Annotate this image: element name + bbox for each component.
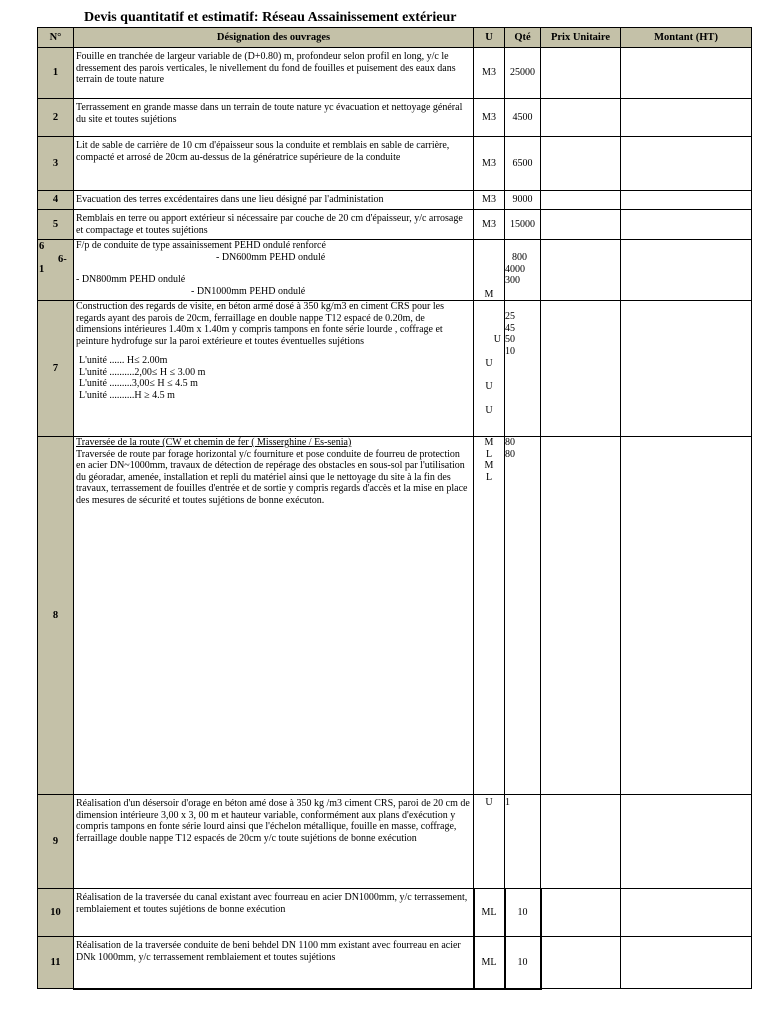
row-designation: Réalisation d'un désersoir d'orage en béton amé dose à 350 kg /m3 ciment CRS, paroi de 20 cm de dimension intérieure 3,00 x 3, 00 m et hauteur variable, conformément aux plans d'exécution y compris tampons en fonte série lourd ainsi que l'échelon métallique, fouille en masse, coffrage, ferraillage double nappe T12 espacés de 20cm y/c toute sujétions de bonne exécution: [74, 795, 474, 889]
row-unit: ML: [474, 937, 505, 989]
table-row: [38, 210, 752, 240]
row-prix-unitaire: [541, 301, 621, 437]
row-number: [38, 240, 74, 301]
row-unit: M: [474, 240, 505, 301]
row-prix-unitaire: [541, 437, 621, 795]
unit-line: U: [493, 334, 501, 345]
row-qty: [505, 437, 541, 795]
row-number: 8: [38, 437, 74, 795]
row-number: 4: [38, 191, 74, 210]
row-designation: Réalisation de la traversée conduite de beni behdel DN 1100 mm existant avec fourreau en acier DNk 1000mm, y/c terrassement remblaiement et toutes sujétions: [74, 937, 474, 989]
qty-line: 45: [505, 322, 515, 334]
row-prix-unitaire: [541, 48, 621, 99]
row-unit: M L M L: [474, 437, 505, 795]
row-unit: M3: [474, 137, 505, 191]
table-row: [38, 795, 752, 889]
row-montant: [621, 210, 752, 240]
row-prix-unitaire: [541, 191, 621, 210]
table-row: [38, 240, 752, 301]
unit-line: U: [485, 404, 493, 416]
row-montant: [621, 937, 752, 989]
header-num: N°: [38, 28, 74, 48]
row-qty: [505, 301, 541, 437]
row-qty: 1: [505, 795, 541, 889]
row-designation: [74, 240, 474, 301]
row-designation: [74, 437, 474, 795]
qty-line: 80: [505, 437, 515, 448]
row-prix-unitaire: [541, 99, 621, 137]
row-montant: [621, 191, 752, 210]
row-number: 7: [38, 301, 74, 437]
header-prix-unitaire: Prix Unitaire: [541, 28, 621, 48]
row-qty: 4500: [505, 99, 541, 137]
table-row: [38, 937, 752, 989]
row-prix-unitaire: [541, 210, 621, 240]
row-prix-unitaire: [541, 889, 621, 937]
document-title: Devis quantitatif et estimatif: Réseau Assainissement extérieur: [84, 10, 457, 25]
designation-line: - DN1000mm PEHD ondulé: [191, 285, 306, 297]
row-montant: [621, 240, 752, 301]
unit-line: U: [485, 381, 493, 392]
row-qty: 25000: [505, 48, 541, 99]
qty-line: 25: [505, 311, 515, 322]
row-prix-unitaire: [541, 240, 621, 301]
designation-text: Traversée de route par forage horizontal y/c fourniture et pose conduite de fourreu de protection en acier DN~1000mm, travaux de détection de repérage des obstacles en sous-sol par l'utilisation du géoradar, amenée, installation et repli du matériel ainsi que le nettoyage du site à la fin des travaux, terrassement de fouilles d'entrée et de sortie y compris regards d'accès et la mise en place des mesures de sécurité et toutes sujétions de bonne exécuton.: [76, 448, 468, 506]
row-prix-unitaire: [541, 137, 621, 191]
row-unit: [474, 301, 505, 437]
designation-line: - DN800mm PEHD ondulé: [76, 274, 186, 285]
designation-line: - DN600mm PEHD ondulé: [216, 251, 326, 263]
designation-text: Construction des regards de visite, en béton armé dosé à 350 kg/m3 en ciment CRS pour les regards ayant des parois de 20cm, ferraillage en double nappe T12 espacé de 0.20m, de dimensions intérieures 1.40m x 1.40m y compris tampons en fonte série lourde , coffrage et peinture hydrofuge sur la paroi extérieure et toutes éventuelles sujétions: [76, 301, 444, 347]
qty-line: 300: [505, 275, 520, 286]
header-qty: Qté: [505, 28, 541, 48]
row-designation: Terrassement en grande masse dans un terrain de toute nature yc évacuation et nettoyage général du site et toutes sujétions: [74, 99, 474, 137]
table-row: [38, 301, 752, 437]
qty-line: 4000: [505, 263, 525, 275]
designation-line: F/p de conduite de type assainissement PEHD ondulé renforcé: [76, 240, 326, 251]
qty-line: 10: [505, 345, 515, 357]
row-designation: Réalisation de la traversée du canal existant avec fourreau en acier DN1000mm, y/c terrassement, remblaiement et toutes sujétions de bonne exécution: [74, 889, 474, 937]
row-designation: Evacuation des terres excédentaires dans une lieu désigné par l'administation: [74, 191, 474, 210]
row-montant: [621, 99, 752, 137]
designation-heading: Traversée de la route (CW et chemin de fer ( Misserghine / Es-senia): [76, 437, 352, 448]
header-montant: Montant (HT): [621, 28, 752, 48]
row-unit: M3: [474, 191, 505, 210]
row-number-6-sub: 6-: [58, 254, 67, 265]
table-row: [38, 137, 752, 191]
header-unit: U: [474, 28, 505, 48]
designation-line: L'unité ...... H≤ 2.00m: [79, 355, 168, 366]
row-prix-unitaire: [541, 937, 621, 989]
row-prix-unitaire: [541, 795, 621, 889]
row-number: 1: [38, 48, 74, 99]
qty-line: 800: [512, 252, 527, 263]
row-montant: [621, 795, 752, 889]
row-number-6: 6: [39, 241, 45, 252]
row-unit: M3: [474, 99, 505, 137]
row-number: 3: [38, 137, 74, 191]
quote-table: [37, 27, 752, 990]
row-number: 2: [38, 99, 74, 137]
table-row: [38, 437, 752, 795]
designation-line: L'unité .........3,00≤ H ≤ 4.5 m: [79, 378, 198, 389]
row-unit: M3: [474, 48, 505, 99]
row-designation: [74, 301, 474, 437]
row-qty: 10: [505, 889, 541, 937]
row-unit: ML: [474, 889, 505, 937]
qty-line: 80: [505, 448, 515, 460]
row-number: 11: [38, 937, 74, 989]
row-designation: Remblais en terre ou apport extérieur si nécessaire par couche de 20 cm d'épaisseur, y/c arrosage et compactage et toutes sujétions: [74, 210, 474, 240]
row-unit: U: [474, 795, 505, 889]
row-qty: 15000: [505, 210, 541, 240]
header-designation: Désignation des ouvrages: [74, 28, 474, 48]
row-number: 10: [38, 889, 74, 937]
table-row: [38, 191, 752, 210]
row-qty: [505, 240, 541, 301]
row-number-6-sub-1: 1: [39, 264, 45, 275]
table-header-row: [38, 28, 752, 48]
row-number: 9: [38, 795, 74, 889]
row-designation: Lit de sable de carrière de 10 cm d'épaisseur sous la conduite et remblais en sable de carrière, compacté et arrosé de 20cm au-dessus de la génératrice supérieure de la conduite: [74, 137, 474, 191]
row-qty: 9000: [505, 191, 541, 210]
row-number: 5: [38, 210, 74, 240]
row-unit: M3: [474, 210, 505, 240]
unit-line: U: [485, 357, 493, 369]
qty-line: 50: [505, 334, 515, 345]
row-montant: [621, 137, 752, 191]
row-montant: [621, 301, 752, 437]
designation-line: L'unité ..........2,00≤ H ≤ 3.00 m: [79, 366, 206, 378]
table-row: [38, 48, 752, 99]
row-qty: 10: [505, 937, 541, 989]
table-row: [38, 99, 752, 137]
row-qty: 6500: [505, 137, 541, 191]
table-row: [38, 889, 752, 937]
row-montant: [621, 437, 752, 795]
row-montant: [621, 889, 752, 937]
designation-line: L'unité ..........H ≥ 4.5 m: [79, 389, 175, 401]
row-montant: [621, 48, 752, 99]
row-designation: Fouille en tranchée de largeur variable de (D+0.80) m, profondeur selon profil en long, y/c le dressement des parois verticales, le nivellement du fond de fouilles et puisement des eaux dans terrain de toute nature: [74, 48, 474, 99]
